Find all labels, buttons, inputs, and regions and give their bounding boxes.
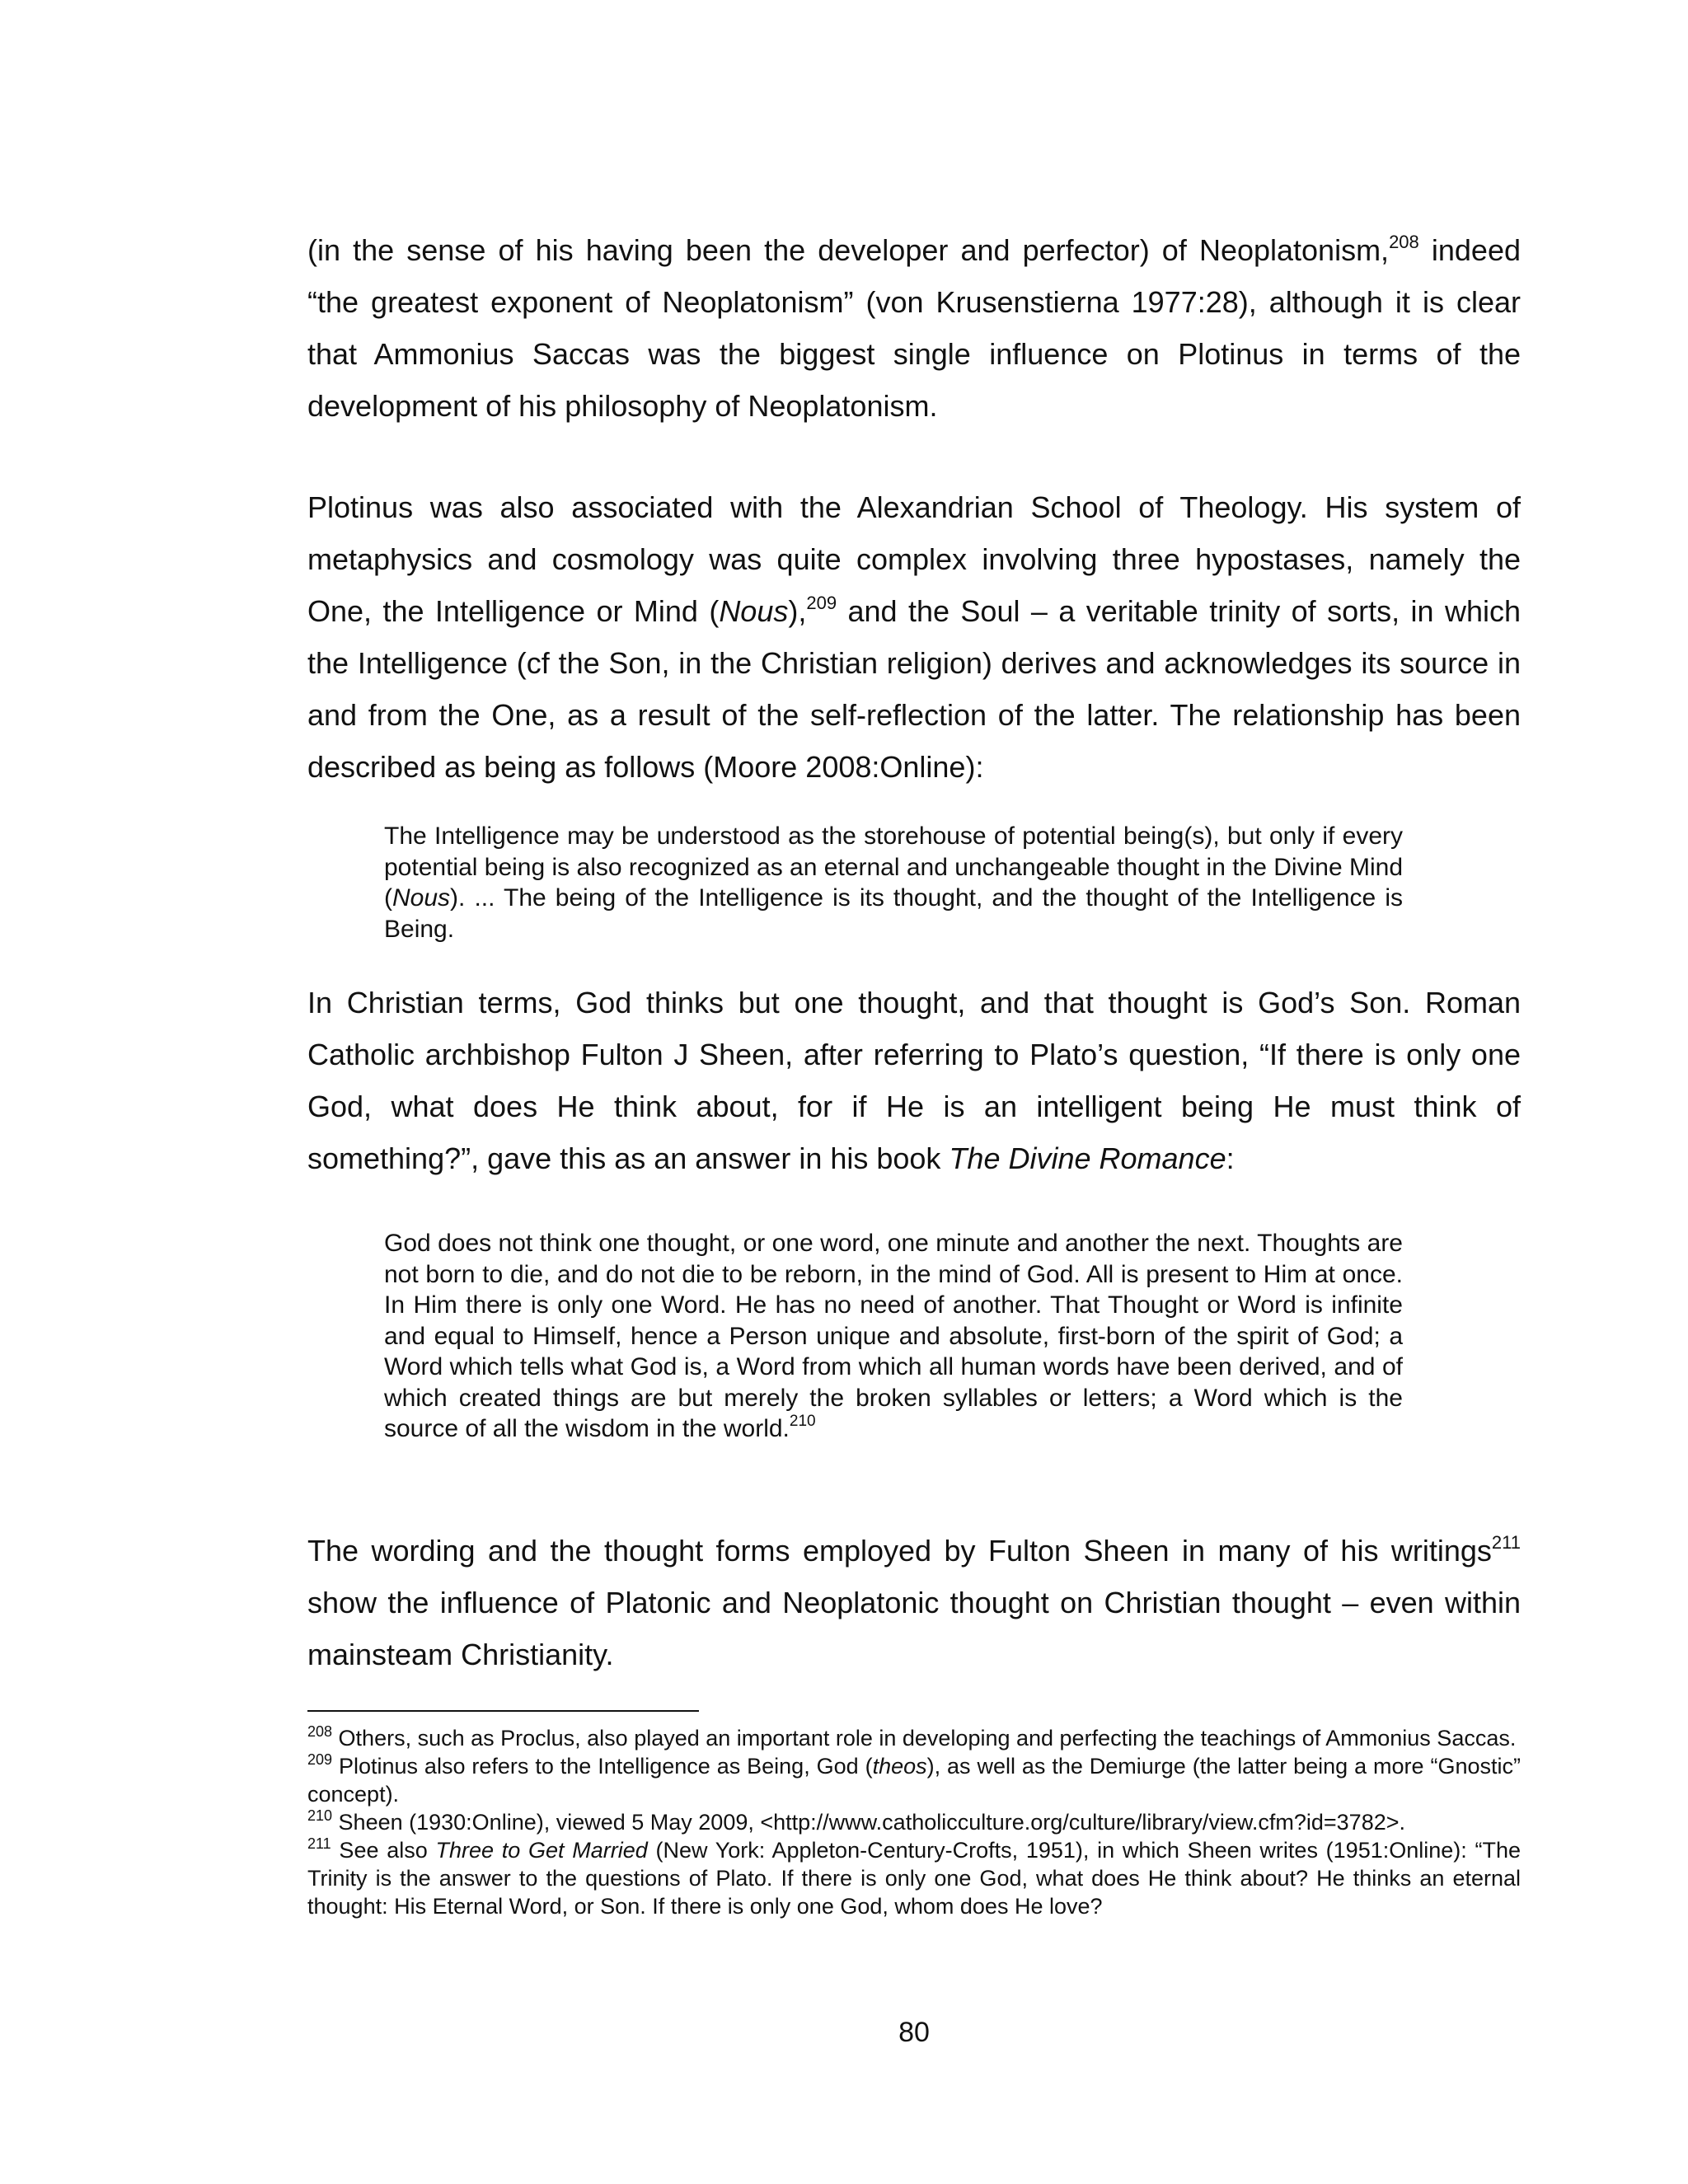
footnote-ref-211[interactable]: 211 — [1491, 1532, 1521, 1553]
footnote-number: 209 — [307, 1751, 333, 1768]
paragraph-text: (in the sense of his having been the developer and perfector) of Neoplatonism, — [307, 233, 1390, 267]
italic-term: Nous — [719, 594, 789, 628]
paragraph-text: show the influence of Platonic and Neoplatonic thought on Christian thought – even within mainsteam Christianity. — [307, 1586, 1521, 1671]
footnote-number: 211 — [307, 1835, 331, 1852]
body-paragraph-4 — [307, 1525, 1521, 1680]
body-paragraph-2 — [307, 481, 1521, 793]
paragraph-text: Plotinus was also associated with the Alexandrian School of Theology. His system of metaphysics and cosmology was quite complex involving three hypostases, namely the One, the Intelligence or Mind ( — [307, 490, 1521, 628]
italic-term: Nous — [392, 884, 451, 912]
paragraph-text: The wording and the thought forms employed by Fulton Sheen in many of his writings — [307, 1534, 1492, 1568]
footnote-text: ), as well as the Demiurge (the latter being a more “Gnostic” concept). — [307, 1754, 1521, 1807]
footnote-text: Sheen (1930:Online), viewed 5 May 2009, <http://www.catholicculture.org/culture/library/view.cfm?id=3782>. — [332, 1810, 1405, 1835]
book-title: The Divine Romance — [949, 1141, 1226, 1175]
footnote-number: 208 — [307, 1723, 333, 1740]
paragraph-text: indeed “the greatest exponent of Neoplatonism” (von Krusenstierna 1977:28), although it is clear that Ammonius Saccas was the biggest single influence on Plotinus in terms of the development of his philosophy of Neoplatonism. — [307, 233, 1521, 423]
paragraph-text: In Christian terms, God thinks but one thought, and that thought is God’s Son. Roman Catholic archbishop Fulton J Sheen, after referring to Plato’s question, “If there is only one God, what does He think about, for if He is an intelligent being He must think of something?”, gave this as an answer in his book — [307, 986, 1521, 1175]
page-number: 80 — [898, 2017, 930, 2048]
quote-text: God does not think one thought, or one word, one minute and another the next. Thoughts are not born to die, and do not die to be reborn, in the mind of God. All is present to Him at once. In Him there is only one Word. He has no need of another. That Thought or Word is infinite and equal to Himself, hence a Person unique and absolute, first-born of the spirit of God; a Word which tells what God is, a Word from which all human words have been derived, and of which created things are but merely the broken syllables or letters; a Word which is the source of all the wisdom in the world. — [384, 1230, 1403, 1442]
italic-term: theos — [872, 1754, 927, 1779]
paragraph-text: : — [1226, 1141, 1235, 1175]
body-paragraph-3 — [307, 977, 1521, 1184]
footnote-text: See also — [331, 1838, 436, 1863]
paragraph-text: ), — [788, 594, 807, 628]
book-title: Three to Get Married — [435, 1838, 648, 1863]
quote-text: The Intelligence may be understood as the storehouse of potential being(s), but only if every potential being is also recognized as an eternal and unchangeable thought in the Divine Mind ( — [384, 823, 1403, 912]
footnote-208 — [307, 1724, 1521, 1752]
footnote-ref-209[interactable]: 209 — [806, 593, 837, 613]
footnote-211 — [307, 1836, 1521, 1920]
footnote-text: (New York: Appleton-Century-Crofts, 1951), in which Sheen writes (1951:Online): “The Trinity is the answer to the questions of Plato. If there is only one God, what does He think about? He thinks an eternal thought: His Eternal Word, or Son. If there is only one God, whom does He love? — [307, 1838, 1522, 1919]
footnote-text: Others, such as Proclus, also played an important role in developing and perfecting the teachings of Ammonius Saccas. — [332, 1726, 1517, 1750]
body-paragraph-1 — [307, 224, 1521, 432]
footnote-ref-210[interactable]: 210 — [789, 1413, 816, 1430]
footnote-ref-208[interactable]: 208 — [1389, 232, 1419, 252]
footnote-text: Plotinus also refers to the Intelligence as Being, God ( — [332, 1754, 873, 1779]
footnote-separator — [307, 1710, 699, 1712]
footnote-number: 210 — [307, 1807, 333, 1824]
footnote-210 — [307, 1808, 1521, 1836]
paragraph-text: and the Soul – a veritable trinity of sorts, in which the Intelligence (cf the Son, in the Christian religion) derives and acknowledges its source in and from the One, as a result of the self-reflection of the latter. The relationship has been described as being as follows (Moore 2008:Online): — [307, 594, 1521, 784]
footnote-209 — [307, 1752, 1521, 1808]
footnotes — [307, 1724, 1521, 1920]
quote-text: ). ... The being of the Intelligence is its thought, and the thought of the Intelligence is Being. — [384, 884, 1403, 943]
block-quote-2 — [384, 1228, 1403, 1445]
block-quote-1 — [384, 821, 1403, 944]
